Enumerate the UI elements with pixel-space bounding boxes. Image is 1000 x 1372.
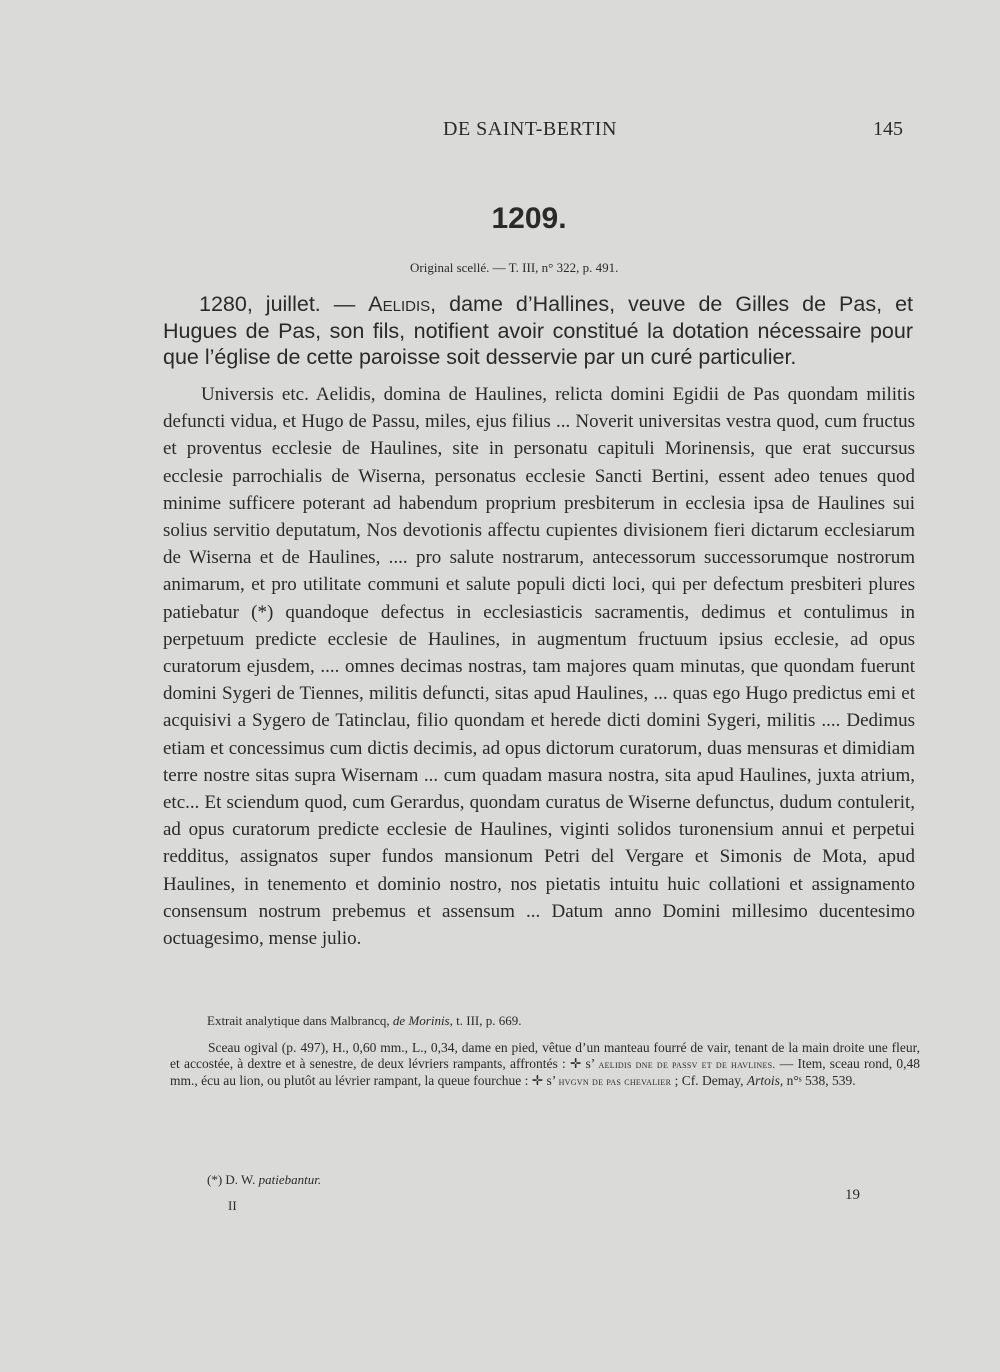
extract-note-suffix: t. III, p. 669.	[452, 1013, 522, 1028]
charter-number: 1209.	[491, 202, 567, 235]
footnote-word: patiebantur.	[258, 1172, 322, 1187]
summary-name: Aelidis	[368, 292, 431, 316]
summary-text: , dame d’Hallines, veuve de Gilles de Pas, et Hugues de Pas, son fils, notifient avoir constitué la dotation nécessaire pour que l’église de cette paroisse soit desservie par un curé particulier.	[163, 292, 914, 369]
extract-note-work: de Morinis,	[392, 1013, 453, 1028]
charter-summary	[163, 291, 913, 371]
seal-description	[170, 1040, 920, 1090]
seal-legend-1: aelidis dne de passv et de havlines.	[598, 1059, 776, 1071]
running-head	[0, 118, 1000, 148]
summary-date: 1280, juillet. —	[199, 292, 369, 316]
page-number: 145	[873, 118, 903, 140]
seal-part-4: n°ˢ 538, 539.	[783, 1073, 856, 1088]
seal-part-3: ; Cf. Demay,	[671, 1073, 747, 1088]
extract-note-prefix: Extrait analytique dans Malbrancq,	[207, 1013, 393, 1028]
seal-part-2: — Item, sceau rond, 0,48 mm., écu au lion, ou plutôt au lévrier rampant, la queue fourchue : ✛ s’	[170, 1056, 920, 1088]
source-note: Original scellé. — T. III, n° 322, p. 491.	[410, 260, 619, 275]
footnote-prefix: (*) D. W.	[207, 1172, 259, 1187]
footnote	[207, 1172, 321, 1188]
charter-body: Universis etc. Aelidis, domina de Haulines, relicta domini Egidii de Pas quondam militis defuncti vidua, et Hugo de Passu, miles, ejus filius ... Noverit universitas vestra quod, cum fructus et proventus ecclesie de Haulines, site in personatu capituli Morinensis, que erat succursus ecclesie parrochialis de Wiserna, personatus ecclesie Sancti Bertini, essent adeo tenues quod minime sufficere poterant ad habendum proprium presbiterum in ecclesia ipsa de Haulines sui solius servitio deputatum, Nos devotionis affectu cupientes divisionem fieri dictarum ecclesiarum de Wiserna et de Haulines, .... pro salute nostrarum, antecessorum successorumque nostrorum animarum, et pro utilitate communi et salute populi dicti loci, qui per defectum presbiteri plures patiebatur (*) quandoque defectus in ecclesiasticis sacramentis, dedimus et contulimus in perpetuum predicte ecclesie de Haulines, in augmentum fructuum ipsius ecclesie, ad opus curatorum ejusdem, .... omnes decimas nostras, tam majores quam minutas, que quondam fuerunt domini Sygeri de Tiennes, militis defuncti, sitas apud Haulines, ... quas ego Hugo predictus emi et acquisivi a Sygero de Tatinclau, filio quondam et herede dicti domini Sygeri, militis .... Dedimus etiam et concessimus cum dictis decimis, ad opus dictorum curatorum, duas mensuras et dimidiam terre nostre sitas supra Wisernam ... cum quadam masura nostra, sita apud Haulines, juxta atrium, etc... Et sciendum quod, cum Gerardus, quondam curatus de Wiserne defunctus, dudum contulerit, ad opus curatorum predicte ecclesie de Haulines, viginti solidos turonensium annui et perpetui redditus, assignatos super fundos mansionum Petri del Vergare et Simonis de Mota, apud Haulines, in tenemento et dominio nostro, nos pietatis intuitu huic collationi et assignamento consensum nostrum prebemus et assensum ... Datum anno Domini millesimo ducentesimo octuagesimo, mense julio.	[163, 384, 915, 950]
seal-legend-2: hvgvn de pas chevalier	[558, 1076, 672, 1088]
sheet-number: 19	[845, 1187, 860, 1203]
seal-work: Artois,	[746, 1073, 784, 1088]
signature-mark: II	[228, 1198, 237, 1213]
extract-note	[207, 1013, 521, 1029]
running-title: DE SAINT-BERTIN	[443, 118, 617, 140]
seal-part-1: Sceau ogival (p. 497), H., 0,60 mm., L., 0,34, dame en pied, vêtue d’un manteau fourré de vair, tenant de la main droite une fleur, et accostée, à dextre et à senestre, de deux lévriers rampants, affrontés : ✛ s’	[170, 1040, 920, 1071]
